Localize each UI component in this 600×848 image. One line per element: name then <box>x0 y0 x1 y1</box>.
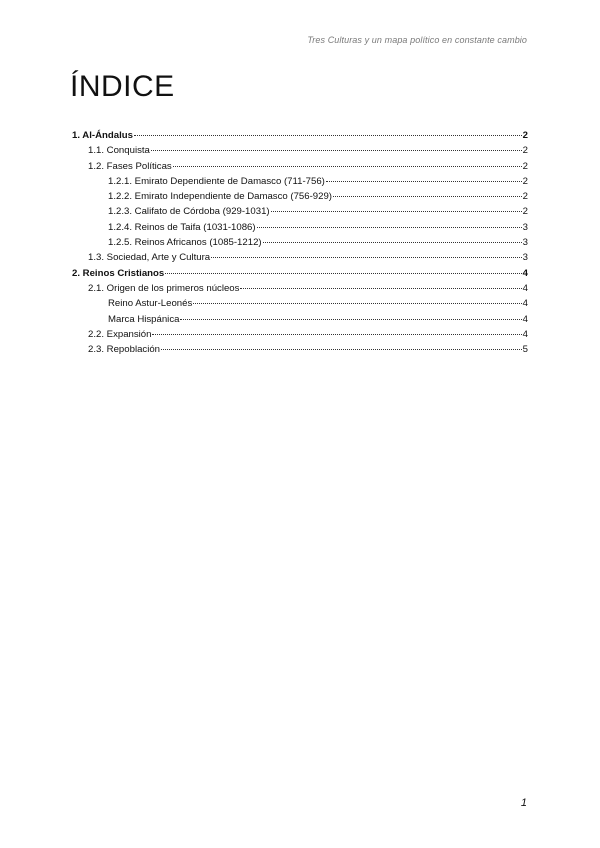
toc-entry-page: 4 <box>522 282 528 294</box>
toc-dot-leader <box>211 257 522 258</box>
toc-entry-label: 1.2. Fases Políticas <box>88 160 172 172</box>
toc-entry[interactable] <box>72 327 528 342</box>
toc-entry-label: 1.2.2. Emirato Independiente de Damasco (756-929) <box>108 191 332 203</box>
toc-entry-label: Reino Astur-Leonés <box>108 298 193 310</box>
toc-entry[interactable] <box>72 296 528 311</box>
toc-entry-page: 2 <box>522 145 528 157</box>
page-number: 1 <box>520 797 527 809</box>
toc-entry[interactable] <box>72 342 528 357</box>
toc-dot-leader <box>326 181 522 182</box>
toc-dot-leader <box>193 303 521 304</box>
toc-entry-page: 3 <box>522 237 528 249</box>
page-title: ÍNDICE <box>70 70 175 103</box>
toc-entry-label: 1.3. Sociedad, Arte y Cultura <box>88 252 211 264</box>
toc-entry[interactable] <box>72 266 528 281</box>
toc-entry-page: 2 <box>522 206 528 218</box>
toc-entry[interactable] <box>72 250 528 265</box>
toc-entry-page: 2 <box>522 175 528 187</box>
toc-entry[interactable] <box>72 143 528 158</box>
toc-entry[interactable] <box>72 189 528 204</box>
toc-entry-label: Marca Hispánica <box>108 313 180 325</box>
toc-dot-leader <box>134 135 522 136</box>
toc-dot-leader <box>333 196 522 197</box>
toc-entry-label: 1.2.5. Reinos Africanos (1085-1212) <box>108 237 262 249</box>
toc-entry[interactable] <box>72 174 528 189</box>
toc-entry-label: 1.1. Conquista <box>88 145 150 157</box>
toc-entry-page: 3 <box>522 221 528 233</box>
table-of-contents <box>72 128 528 357</box>
toc-entry-label: 2. Reinos Cristianos <box>72 267 165 279</box>
toc-dot-leader <box>263 242 522 243</box>
toc-entry-page: 5 <box>522 344 528 356</box>
toc-entry-page: 2 <box>522 160 528 172</box>
toc-dot-leader <box>152 334 521 335</box>
toc-entry[interactable] <box>72 159 528 174</box>
toc-entry-label: 1.2.1. Emirato Dependiente de Damasco (711-756) <box>108 175 325 187</box>
toc-entry[interactable] <box>72 235 528 250</box>
toc-entry-page: 4 <box>522 298 528 310</box>
toc-entry-label: 1.2.4. Reinos de Taifa (1031-1086) <box>108 221 256 233</box>
running-header: Tres Culturas y un mapa político en constante cambio <box>307 35 527 45</box>
toc-entry-page: 2 <box>522 130 528 141</box>
toc-entry-page: 4 <box>522 313 528 325</box>
toc-entry-page: 4 <box>522 267 528 279</box>
toc-dot-leader <box>165 273 521 274</box>
toc-dot-leader <box>151 150 522 151</box>
toc-entry-page: 4 <box>522 328 528 340</box>
toc-dot-leader <box>257 227 522 228</box>
toc-entry-label: 2.2. Expansión <box>88 328 152 340</box>
toc-dot-leader <box>240 288 521 289</box>
toc-dot-leader <box>180 319 521 320</box>
toc-entry[interactable] <box>72 128 528 143</box>
toc-dot-leader <box>271 211 522 212</box>
toc-entry-label: 1. Al-Ándalus <box>72 130 133 141</box>
toc-entry-page: 3 <box>522 252 528 264</box>
toc-entry-label: 2.3. Repoblación <box>88 344 161 356</box>
toc-entry-label: 1.2.3. Califato de Córdoba (929-1031) <box>108 206 270 218</box>
toc-entry[interactable] <box>72 204 528 219</box>
toc-entry-label: 2.1. Origen de los primeros núcleos <box>88 282 240 294</box>
toc-entry[interactable] <box>72 312 528 327</box>
toc-entry[interactable] <box>72 281 528 296</box>
toc-dot-leader <box>161 349 522 350</box>
toc-entry[interactable] <box>72 220 528 235</box>
toc-entry-page: 2 <box>522 191 528 203</box>
toc-dot-leader <box>173 166 522 167</box>
